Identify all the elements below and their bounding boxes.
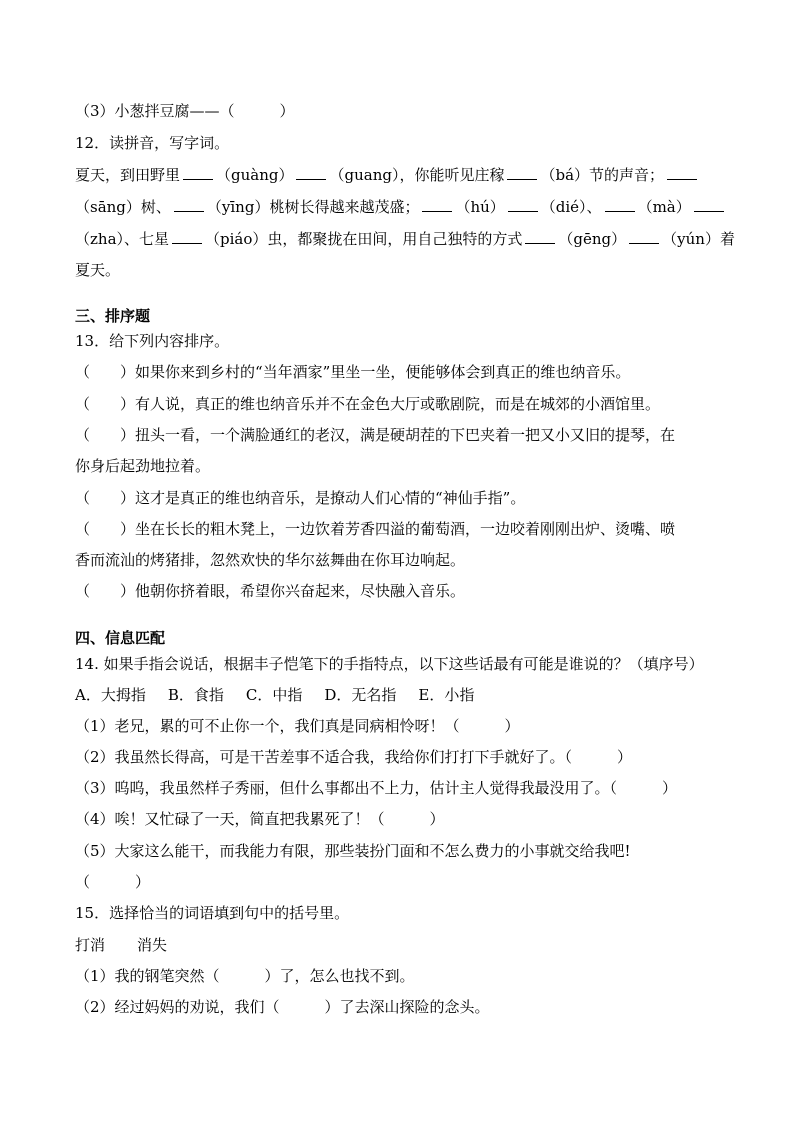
q12-pinyin: （mà）: [637, 198, 691, 216]
answer-blank[interactable]: [605, 197, 635, 212]
q11-item-3: （3）小葱拌豆腐——（ ）: [75, 102, 295, 120]
q13-item: （ ）有人说，真正的维也纳音乐并不在金色大厅或歌剧院，而是在城郊的小酒馆里。: [75, 395, 661, 413]
q12-pinyin: （zha）、七星: [75, 230, 170, 248]
option-a: A．大拇指: [75, 686, 146, 704]
q14-item: （2）我虽然长得高，可是干苦差事不适合我，我给你们打打下手就好了。（ ）: [75, 748, 633, 766]
q13-item: （ ）如果你来到乡村的“当年酒家”里坐一坐，便能够体会到真正的维也纳音乐。: [75, 363, 631, 381]
q14-answer-bracket: （ ）: [75, 873, 151, 891]
q12-line-1: [75, 165, 700, 185]
section-4-heading: 四、信息匹配: [75, 629, 166, 647]
q13-item: （ ）扭头一看，一个满脸通红的老汉，满是硬胡茬的下巴夹着一把又小又旧的提琴，在: [75, 426, 676, 444]
answer-blank[interactable]: [174, 197, 204, 212]
q12-pinyin: （sāng）树、: [75, 198, 171, 216]
answer-blank[interactable]: [422, 197, 452, 212]
q12-pinyin: （yún）着: [662, 230, 735, 248]
q15-item: （2）经过妈妈的劝说，我们（ ）了去深山探险的念头。: [75, 998, 490, 1016]
answer-blank[interactable]: [629, 229, 659, 244]
q12-pinyin: （piáo）虫，都聚拢在田间，用自己独特的方式: [205, 230, 523, 248]
word-option: 打消: [75, 936, 106, 954]
option-e: E．小指: [418, 686, 475, 704]
q13-item-cont: 香而流汕的烤猪排，忽然欢快的华尔兹舞曲在你耳边响起。: [75, 551, 466, 569]
q13-item: （ ）这才是真正的维也纳音乐，是撩动人们心情的“神仙手指”。: [75, 489, 526, 507]
answer-blank[interactable]: [172, 229, 202, 244]
word-option: 消失: [137, 936, 168, 954]
answer-blank[interactable]: [296, 165, 326, 180]
answer-blank[interactable]: [508, 197, 538, 212]
q14-stem: 14. 如果手指会说话，根据丰子恺笔下的手指特点，以下这些话最有可能是谁说的？（填序号）: [75, 655, 704, 673]
q13-item: （ ）他朝你挤着眼，希望你兴奋起来，尽快融入音乐。: [75, 582, 466, 600]
answer-blank[interactable]: [667, 165, 697, 180]
q15-item: （1）我的钢笔突然（ ）了，怎么也找不到。: [75, 967, 415, 985]
answer-blank[interactable]: [507, 165, 537, 180]
answer-blank[interactable]: [183, 165, 213, 180]
q15-stem: 15．选择恰当的词语填到句中的括号里。: [75, 904, 350, 922]
q12-stem: 12．读拼音，写字词。: [75, 134, 230, 152]
q12-line-2: [75, 197, 727, 217]
q14-item: （4）唉！又忙碌了一天，简直把我累死了！（ ）: [75, 810, 445, 828]
option-c: C．中指: [245, 686, 303, 704]
q12-pinyin: （gēng）: [558, 230, 627, 248]
q13-item: （ ）坐在长长的粗木凳上，一边饮着芳香四溢的葡萄酒，一边咬着刚刚出炉、烫嘴、喷: [75, 520, 676, 538]
q14-item: （5）大家这么能干，而我能力有限，那些装扮门面和不怎么费力的小事就交给我吧!: [75, 842, 631, 860]
q14-item: （3）呜呜，我虽然样子秀丽，但什么事都出不上力，估计主人觉得我最没用了。（ ）: [75, 779, 678, 797]
q12-pinyin: （hú）: [455, 198, 505, 216]
q12-pinyin: （bá）节的声音；: [540, 166, 665, 184]
q13-item-cont: 你身后起劲地拉着。: [75, 457, 211, 475]
option-b: B．食指: [167, 686, 224, 704]
section-3-heading: 三、排序题: [75, 307, 151, 325]
option-d: D．无名指: [324, 686, 397, 704]
q12-line-4: 夏天。: [75, 261, 121, 279]
answer-blank[interactable]: [694, 197, 724, 212]
answer-blank[interactable]: [525, 229, 555, 244]
q14-options: [75, 685, 496, 705]
q12-text: （guang），你能听见庄稼: [329, 166, 505, 184]
q12-pinyin: （guàng）: [216, 166, 294, 184]
q15-word-bank: [75, 935, 167, 955]
q14-item: （1）老兄，累的可不止你一个，我们真是同病相怜呀！（ ）: [75, 717, 520, 735]
q12-pinyin: （yīng）桃树长得越来越茂盛；: [206, 198, 420, 216]
q12-line-3: [75, 229, 735, 249]
q12-pinyin: （dié）、: [540, 198, 602, 216]
q12-text: 夏天，到田野里: [75, 166, 181, 184]
q13-stem: 13．给下列内容排序。: [75, 332, 230, 350]
